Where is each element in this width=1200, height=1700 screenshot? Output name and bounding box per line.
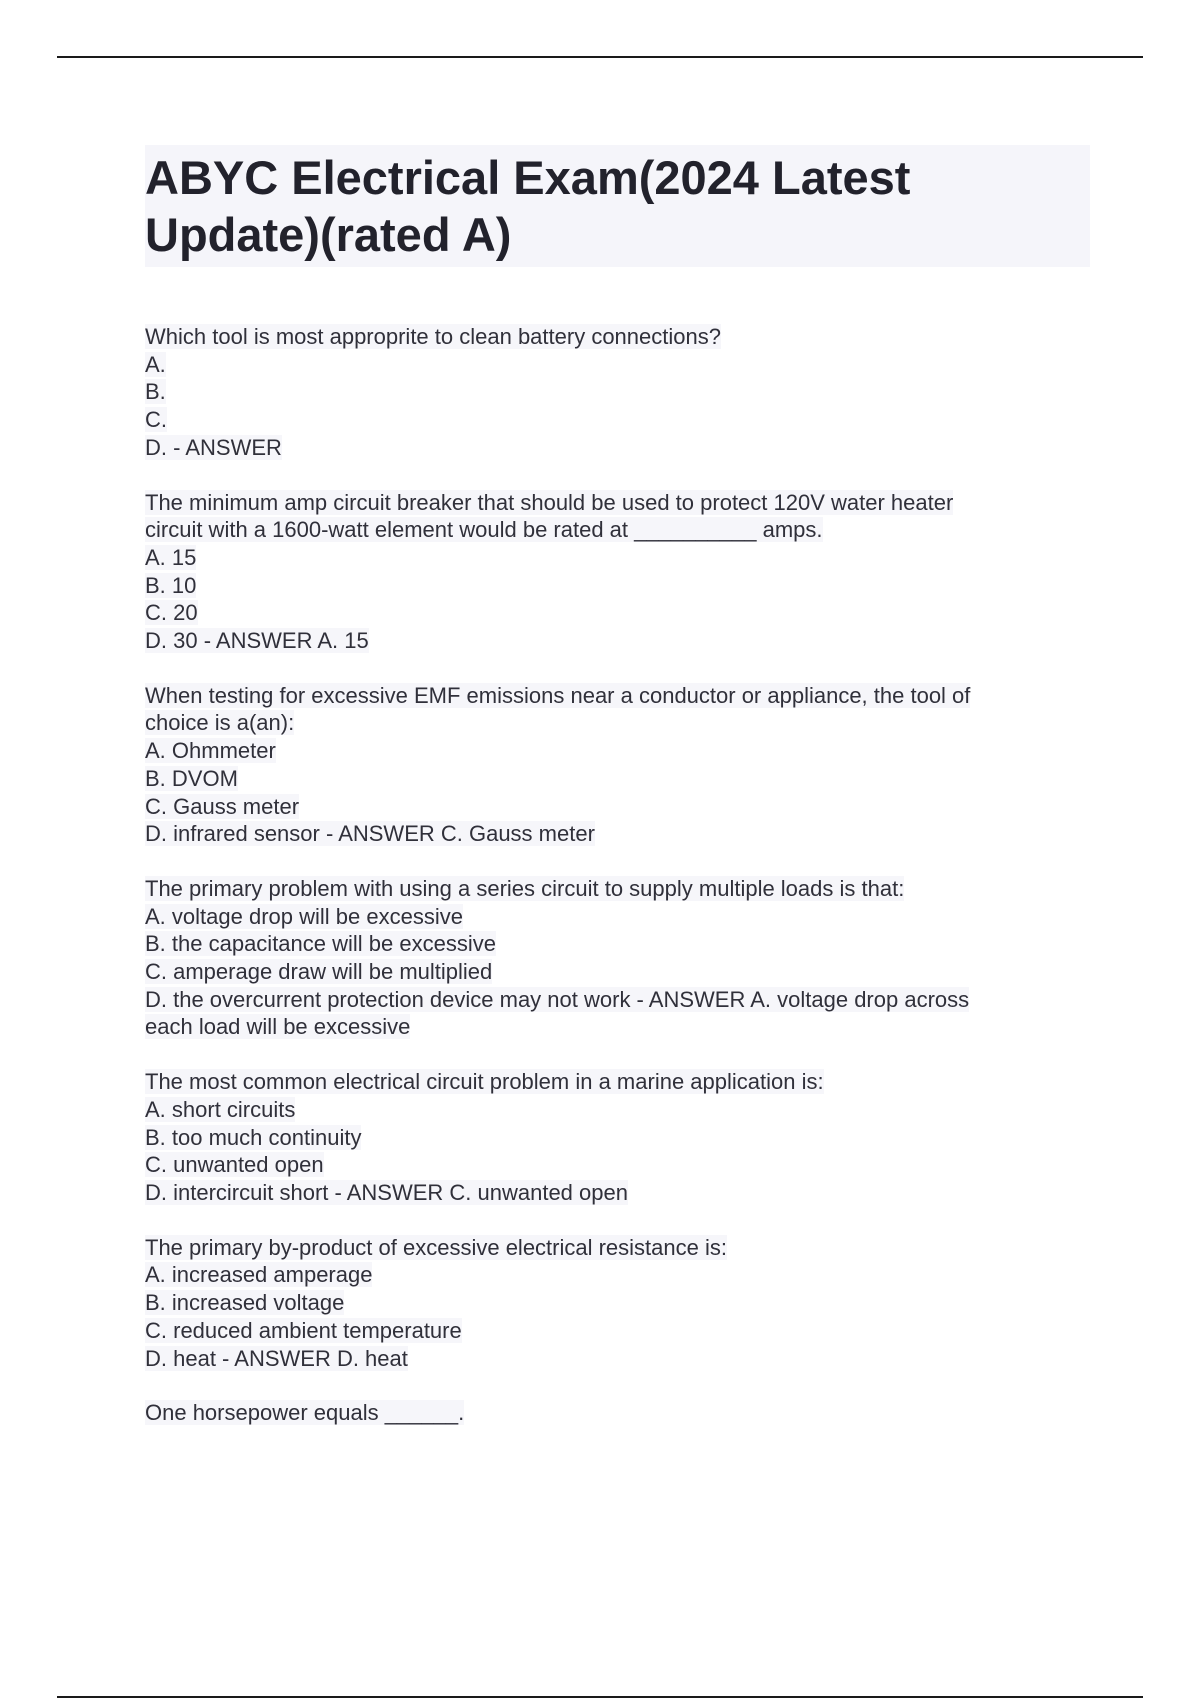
option-b: B. the capacitance will be excessive [145,931,496,957]
header-rule [57,56,1143,58]
option-b: B. [145,379,166,405]
option-c: C. 20 [145,600,198,626]
option-d-answer: D. infrared sensor - ANSWER C. Gauss meter [145,821,595,847]
option-d-answer: D. heat - ANSWER D. heat [145,1345,408,1371]
footer-rule [57,1696,1143,1698]
question-text: The primary by-product of excessive electrical resistance is: [145,1234,727,1260]
question-1 [145,323,1090,462]
question-text: The most common electrical circuit problem in a marine application is: [145,1069,824,1095]
question-5 [145,1068,1090,1207]
option-c: C. reduced ambient temperature [145,1317,462,1343]
question-text-continued: circuit with a 1600-watt element would be rated at __________ amps. [145,517,823,543]
question-4 [145,875,1090,1041]
question-7 [145,1399,1090,1427]
option-a: A. voltage drop will be excessive [145,903,463,929]
option-b: B. too much continuity [145,1124,362,1150]
question-text-continued: choice is a(an): [145,710,295,736]
question-2 [145,489,1090,655]
option-d-answer: D. intercircuit short - ANSWER C. unwanted open [145,1179,628,1205]
document-title: ABYC Electrical Exam(2024 Latest Update)(rated A) [145,151,911,261]
option-a: A. Ohmmeter [145,738,276,764]
question-text: Which tool is most approprite to clean battery connections? [145,324,721,349]
question-text: When testing for excessive EMF emissions near a conductor or appliance, the tool of [145,682,971,708]
option-a: A. short circuits [145,1096,296,1122]
option-b: B. increased voltage [145,1290,345,1316]
question-6 [145,1234,1090,1373]
question-text: The primary problem with using a series circuit to supply multiple loads is that: [145,875,905,901]
question-text: The minimum amp circuit breaker that should be used to protect 120V water heater [145,489,954,515]
option-b: B. DVOM [145,765,238,791]
option-a: A. [145,351,166,377]
option-d-answer: D. 30 - ANSWER A. 15 [145,628,369,654]
option-a: A. 15 [145,544,197,570]
option-c: C. amperage draw will be multiplied [145,959,493,985]
question-3 [145,682,1090,848]
option-d-answer: D. the overcurrent protection device may not work - ANSWER A. voltage drop across [145,986,970,1012]
document-body [145,145,1090,1454]
option-b: B. 10 [145,572,197,598]
option-d-answer: D. - ANSWER [145,434,282,460]
answer-continued: each load will be excessive [145,1014,411,1040]
question-text: One horsepower equals ______. [145,1400,465,1426]
option-c: C. [145,407,167,433]
option-c: C. unwanted open [145,1152,324,1178]
option-c: C. Gauss meter [145,793,300,819]
title-block [145,145,1090,267]
option-a: A. increased amperage [145,1262,373,1288]
